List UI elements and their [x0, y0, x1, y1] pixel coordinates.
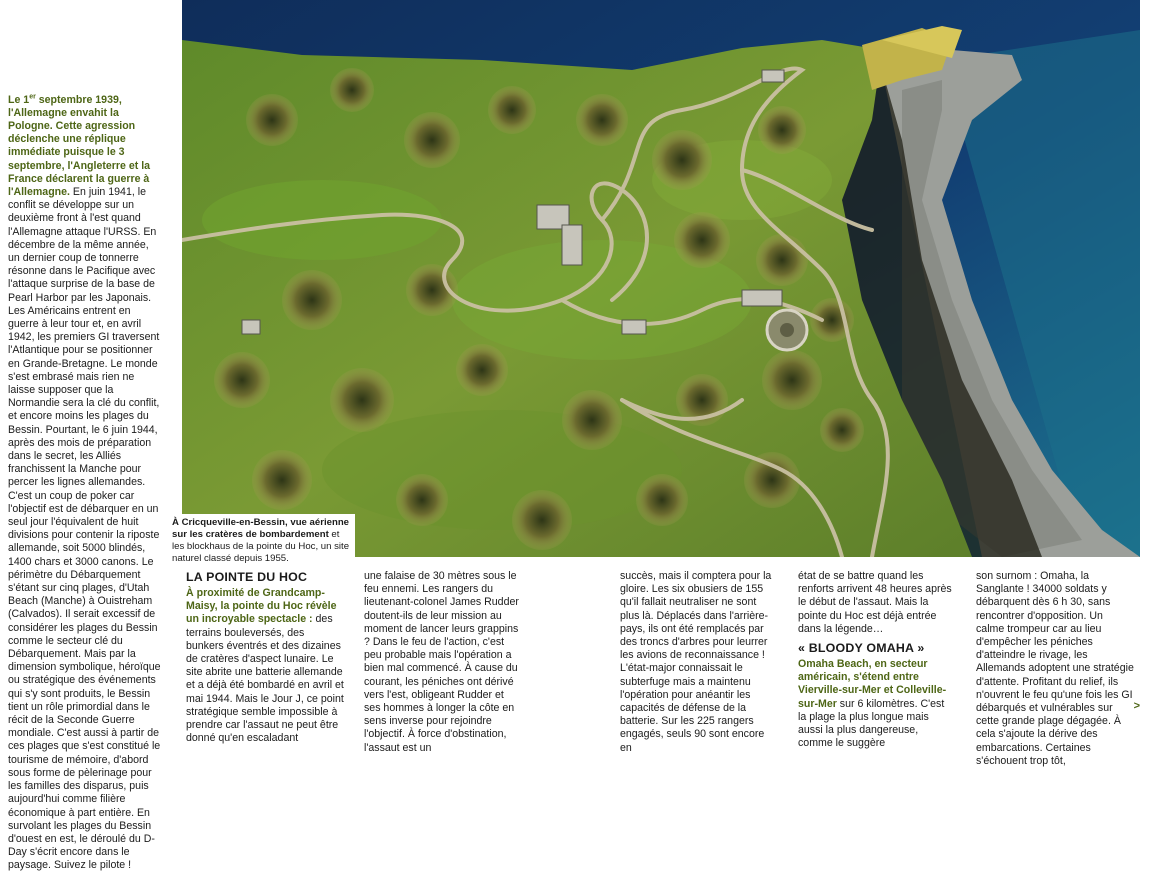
- pointe-du-hoc-lead: À proximité de Grandcamp-Maisy, la pointe du Hoc révèle un incroyable spectacle :: [186, 587, 337, 626]
- photo-caption: [166, 514, 355, 569]
- pointe-du-hoc-body: des terrains bouleversés, des bunkers éventrés et des dizaines de cratères d'aspect lunaire. Le site abrite une batterie allemande et a déjà été bombardé en avril et mai 1944. Mais le Jour J, ce point stratégique semble impossible à prendre car l'assaut ne peut être donné qu'en escaladant: [186, 613, 344, 745]
- section-heading-pointe-du-hoc: LA POINTE DU HOC: [186, 570, 308, 584]
- rangers-paragraph: une falaise de 30 mètres sous le feu ennemi. Les rangers du lieutenant-colonel James Rudder doutent-ils de leur mission au moment de lancer leurs grappins ? Dans le feu de l'action, c'est peu probable mais l'opération a bien mal commencé. À cause du courant, les péniches ont dérivé vers l'est, obligeant Rudder et ses hommes à longer la côte en sens inverse pour rejoindre l'objectif. À force d'obstination, l'assaut est un: [364, 570, 519, 754]
- aerial-photo: [182, 0, 1140, 557]
- batterie-paragraph: succès, mais il comptera pour la gloire. Les six obusiers de 155 qu'il fallait neutraliser ne sont plus là. Déplacés dans l'arrière-pays, ils ont été remplacés par des troncs d'arbres pour leurrer les avions de reconnaissance ! L'état-major connaissait le subterfuge mais a maintenu l'opération pour anéantir les capacités de défense de la batterie. Sur les 225 rangers engagés, seuls 90 sont encore en: [620, 570, 772, 754]
- caption-bold: À Cricqueville-en-Bessin, vue aérienne sur les cratères de bombardement: [172, 517, 350, 540]
- caption-rest: et les blockhaus de la pointe du Hoc, un site naturel classé depuis 1955.: [172, 529, 350, 564]
- pointe-du-hoc-column: [186, 568, 344, 745]
- intro-paragraph: [8, 90, 162, 873]
- omaha-lead: Omaha Beach, en secteur américain, s'étend entre Vierville-sur-Mer et Colleville-sur-Mer: [798, 658, 947, 710]
- omaha-continued-column: [976, 570, 1134, 768]
- omaha-paragraph: [798, 658, 954, 750]
- intro-body: En juin 1941, le conflit se développe sur un deuxième front à l'est quand l'Allemagne attaque l'URSS. En décembre de la même année, un dernier coup de tonnerre résonne dans le Pacifique avec l'attaque surprise de la base de Pearl Harbor par les Japonais. Les Américains entrent en guerre à leur tour et, en avril 1942, les premiers GI traversent l'Atlantique pour se positionner en Grande-Bretagne. Le monde s'est embrasé mais rien ne laisse supposer que la Normandie sera la clé du conflit, et encore moins les plages du Bessin. Pourtant, le 6 juin 1944, après des mois de préparation dans le secret, les Alliés franchissent la Manche pour percer les lignes allemandes. C'est un coup de poker car l'objectif est de débarquer en un seul jour l'équivalent de huit divisions pour contenir la riposte allemande, soit 5000 blindés, 1400 chars et 3000 canons. Le périmètre du Débarquement s'étant sur cinq plages, d'Utah Beach (Manche) à Ouistreham (Calvados). Il serait excessif de considérer les plages du Bessin comme le secteur clé du Débarquement. Mais par la dimension symbolique, héroïque ou stratégique des événements qui s'y sont produits, le Bessin tient un rôle primordial dans le récit de la Seconde Guerre mondiale. C'est aussi à partir de ces plages que s'est constitué le tourisme de mémoire, d'abord sous forme de pèlerinage pour les familles des disparus, puis aujourd'hui comme filière économique à part entière. En survolant les plages du Bessin d'ouest en est, le déroulé du D-Day s'écrit encore dans le paysage. Suivez le pilote !: [8, 185, 161, 872]
- batterie-column: [620, 570, 774, 755]
- pointe-du-hoc-paragraph: [186, 587, 344, 745]
- omaha-body: sur 6 kilomètres. C'est la plage la plus longue mais aussi la plus dangereuse, comme le suggère: [798, 697, 945, 750]
- omaha-continued-paragraph: son surnom : Omaha, la Sanglante ! 34000 soldats y débarquent dès 6 h 30, sans rencontrer d'opposition. Un calme trompeur car au lieu d'empêcher les péniches d'atteindre le rivage, les Allemands adoptent une stratégie d'attente. Profitant du relief, ils n'ouvrent le feu qu'une fois les GI débarqués et vulnérables sur cette grande plage dégagée. À cela s'ajoute la dérive des embarcations. Certaines s'échouent trop tôt,: [976, 570, 1134, 767]
- intro-column: [8, 90, 162, 873]
- aerial-photo-illustration: [182, 0, 1140, 557]
- omaha-column: [798, 570, 954, 750]
- intro-lead: Le 1er septembre 1939, l'Allemagne envahit la Pologne. Cette agression déclenche une réplique immédiate puisque le 3 septembre, l'Angleterre et la France déclarent la guerre à l'Allemagne.: [8, 93, 151, 198]
- rangers-column: [364, 570, 520, 755]
- section-heading-bloody-omaha: « BLOODY OMAHA »: [798, 641, 925, 656]
- omaha-intro-paragraph: état de se battre quand les renforts arrivent 48 heures après le début de l'assaut. Mais la pointe du Hoc est déjà entrée dans la légende…: [798, 570, 952, 635]
- next-page-arrow: >: [1133, 700, 1140, 712]
